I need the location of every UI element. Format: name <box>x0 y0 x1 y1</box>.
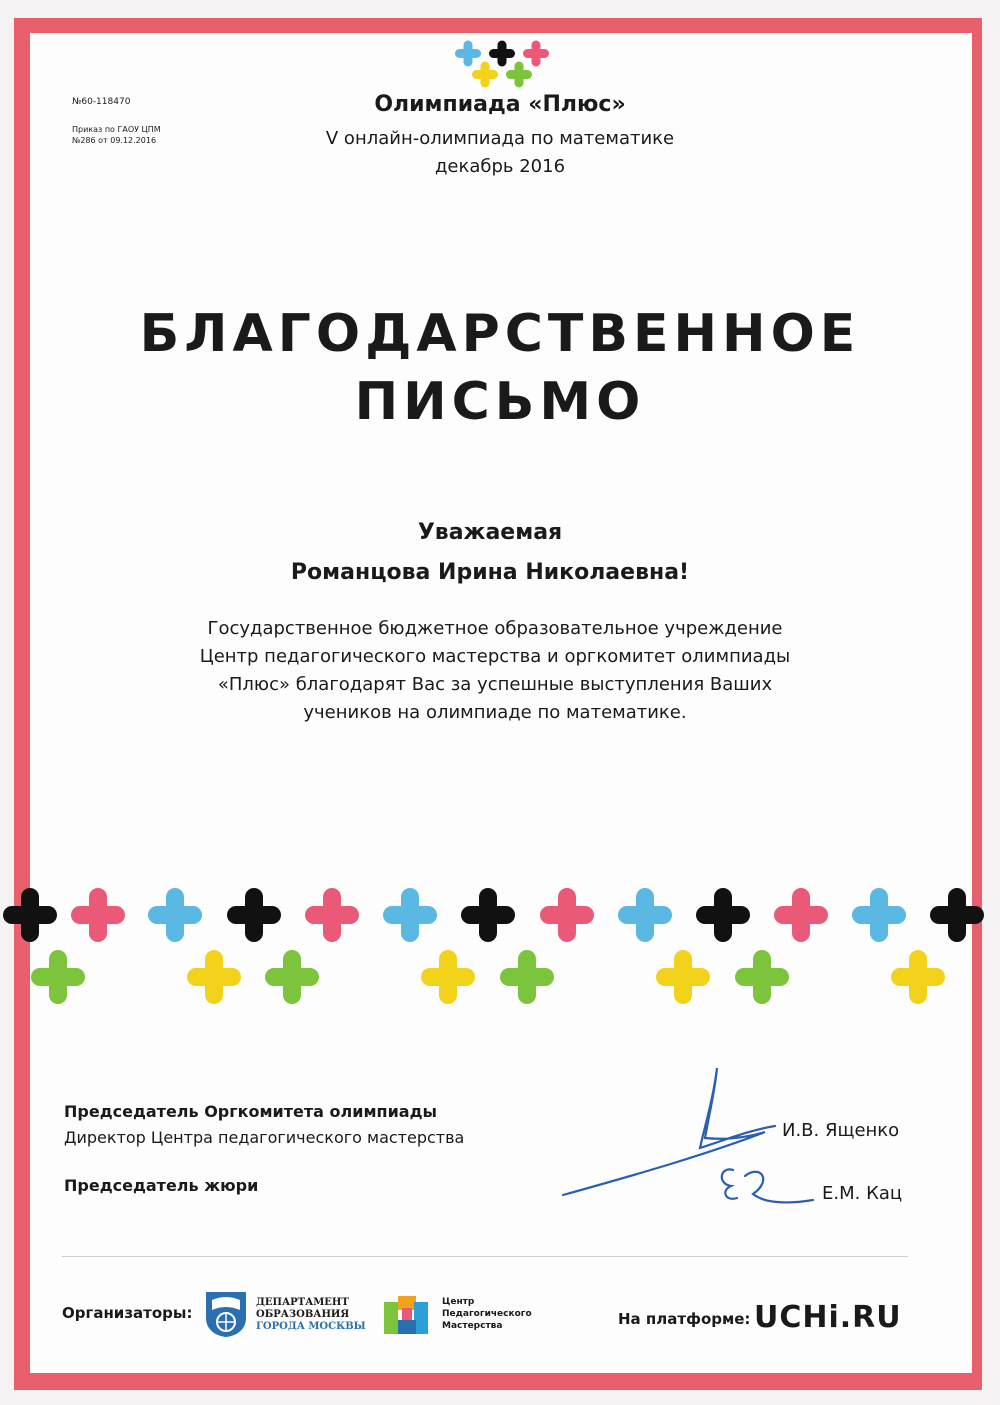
recipient-name: Романцова Ирина Николаевна! <box>290 560 690 585</box>
body-line: учеников на олимпиаде по математике. <box>303 702 687 723</box>
cpm-line: Педагогического <box>442 1309 532 1319</box>
order-line: Приказ по ГАОУ ЦПМ <box>72 125 161 134</box>
body-line: Центр педагогического мастерства и оргкомитет олимпиады <box>199 646 791 667</box>
logo-plus-black <box>489 41 515 67</box>
organizers-label: Организаторы: <box>62 1304 193 1322</box>
decor-plus-green <box>31 950 85 1004</box>
decor-plus-yellow <box>421 950 475 1004</box>
chair-title: Председатель Оргкомитета олимпиады <box>64 1102 437 1121</box>
decorative-plus-band <box>0 880 1000 1010</box>
signature-yashchenko <box>563 1068 775 1195</box>
director-title: Директор Центра педагогического мастерства <box>64 1128 465 1147</box>
decor-plus-pink <box>71 888 125 942</box>
decor-plus-yellow <box>891 950 945 1004</box>
decor-plus-black <box>930 888 984 942</box>
olympiad-title: Олимпиада «Плюс» <box>374 92 626 117</box>
decor-plus-blue <box>383 888 437 942</box>
dept-line: ОБРАЗОВАНИЯ <box>256 1309 350 1320</box>
signer-name-kats: Е.М. Кац <box>822 1183 903 1204</box>
logo-plus-blue <box>455 41 481 67</box>
dept-line: ГОРОДА МОСКВЫ <box>256 1321 366 1332</box>
logo-plus-yellow <box>472 62 498 88</box>
decor-plus-blue <box>852 888 906 942</box>
letter-heading-line1: БЛАГОДАРСТВЕННОЕ <box>139 304 861 364</box>
olympiad-plus-logo <box>452 37 552 93</box>
signer-name-yashchenko: И.В. Ященко <box>782 1120 900 1141</box>
order-date-line: №286 от 09.12.2016 <box>72 136 157 145</box>
letter-body <box>150 615 840 727</box>
cpm-line: Центр <box>442 1297 475 1307</box>
decor-plus-yellow <box>656 950 710 1004</box>
decor-plus-black <box>696 888 750 942</box>
decor-plus-green <box>265 950 319 1004</box>
order-reference <box>72 124 192 146</box>
decor-plus-black <box>461 888 515 942</box>
cpm-name <box>442 1296 532 1332</box>
jury-chair-title: Председатель жюри <box>64 1176 259 1195</box>
decor-plus-pink <box>540 888 594 942</box>
olympiad-date: декабрь 2016 <box>434 156 566 177</box>
uchi-ru-logo: UCHi.RU <box>754 1300 902 1335</box>
cpm-line: Мастерства <box>442 1321 503 1331</box>
footer-divider <box>62 1256 908 1257</box>
dept-line: ДЕПАРТАМЕНТ <box>256 1297 349 1308</box>
letter-heading-line2: ПИСЬМО <box>354 372 646 432</box>
logo-plus-green <box>506 62 532 88</box>
dept-name <box>256 1297 366 1333</box>
logo-plus-pink <box>523 41 549 67</box>
salutation: Уважаемая <box>417 520 563 545</box>
olympiad-subtitle: V онлайн-олимпиада по математике <box>325 128 675 149</box>
document-number: №60-118470 <box>72 97 131 107</box>
decor-plus-yellow <box>187 950 241 1004</box>
body-line: Государственное бюджетное образовательное учреждение <box>207 618 783 639</box>
decor-plus-pink <box>305 888 359 942</box>
decor-plus-pink <box>774 888 828 942</box>
decor-plus-blue <box>618 888 672 942</box>
platform-label: На платформе: <box>618 1310 751 1328</box>
decor-plus-black <box>3 888 57 942</box>
body-line: «Плюс» благодарят Вас за успешные выступления Ваших <box>217 674 773 695</box>
decor-plus-green <box>500 950 554 1004</box>
decor-plus-black <box>227 888 281 942</box>
moscow-education-department-logo <box>202 1288 250 1338</box>
teacher-mastery-center-logo <box>380 1290 432 1338</box>
decor-plus-green <box>735 950 789 1004</box>
signature-kats <box>722 1169 813 1202</box>
decor-plus-blue <box>148 888 202 942</box>
